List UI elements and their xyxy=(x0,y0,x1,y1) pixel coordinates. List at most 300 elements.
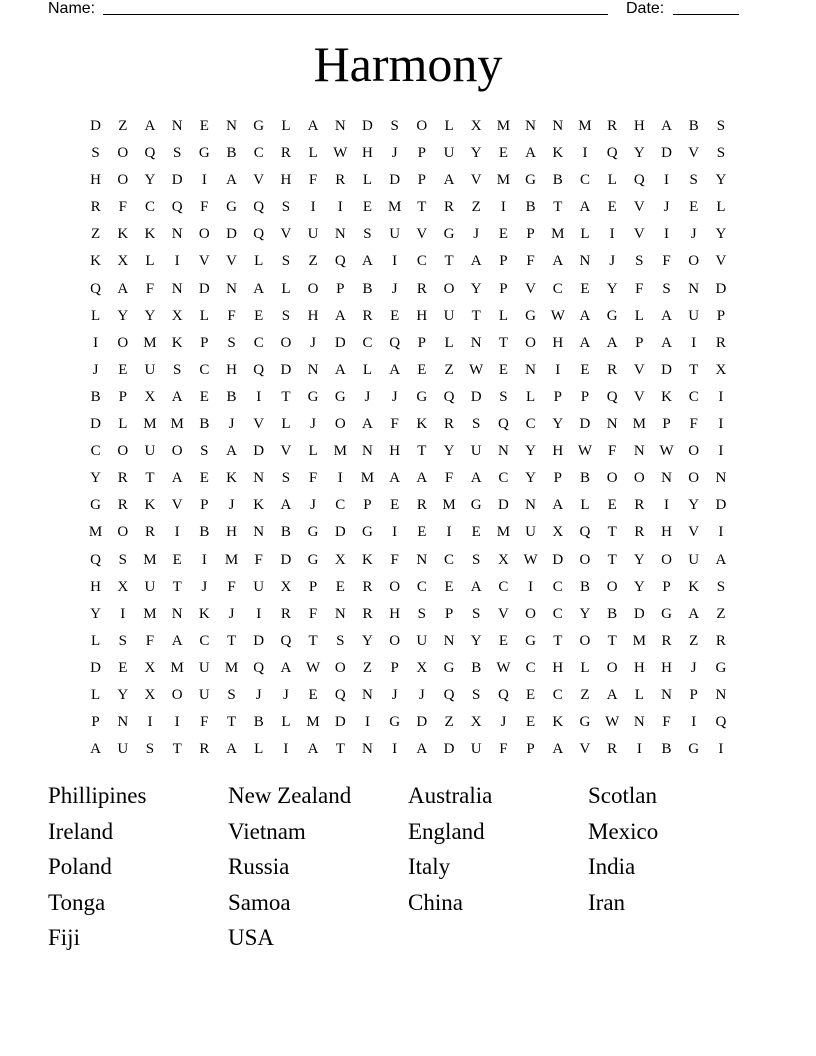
grid-letter: E xyxy=(172,551,182,568)
grid-letter: N xyxy=(117,714,129,731)
grid-letter: N xyxy=(171,280,183,297)
grid-letter: O xyxy=(117,334,129,351)
grid-letter: E xyxy=(254,307,264,324)
grid-letter: Q xyxy=(253,659,265,676)
grid-letter: Z xyxy=(362,659,373,676)
grid-letter: K xyxy=(552,145,564,162)
grid-letter: B xyxy=(253,714,264,731)
grid-letter: O xyxy=(579,632,591,649)
grid-letter: S xyxy=(417,605,427,622)
grid-letter: J xyxy=(418,686,425,703)
grid-letter: D xyxy=(334,334,346,351)
grid-letter: T xyxy=(172,578,182,595)
grid-letter: T xyxy=(607,632,617,649)
grid-letter: O xyxy=(171,443,183,460)
grid-letter: G xyxy=(579,714,591,731)
grid-letter: T xyxy=(281,388,291,405)
grid-letter: U xyxy=(525,524,537,541)
grid-letter: W xyxy=(659,443,674,460)
grid-letter: J xyxy=(609,253,616,270)
grid-letter: V xyxy=(525,280,537,297)
grid-letter: Y xyxy=(579,605,591,622)
grid-letter: X xyxy=(552,524,564,541)
grid-letter: E xyxy=(390,497,400,514)
grid-letter: H xyxy=(552,443,564,460)
grid-letter: O xyxy=(579,551,591,568)
grid-letter: E xyxy=(118,659,128,676)
grid-letter: V xyxy=(253,172,265,189)
grid-letter: A xyxy=(171,388,183,405)
grid-letter: F xyxy=(390,416,399,433)
grid-letter: I xyxy=(691,714,697,731)
grid-letter: C xyxy=(579,172,590,189)
grid-letter: N xyxy=(688,280,700,297)
grid-letter: H xyxy=(90,172,102,189)
grid-letter: M xyxy=(632,632,647,649)
grid-letter: D xyxy=(661,145,672,162)
grid-letter: L xyxy=(308,145,318,162)
grid-letter: M xyxy=(143,605,157,622)
grid-letter: Z xyxy=(444,361,454,378)
word-list-item: Russia xyxy=(228,854,290,880)
grid-letter: C xyxy=(552,605,563,622)
grid-letter: Q xyxy=(497,686,509,703)
grid-letter: I xyxy=(93,334,99,351)
grid-letter: J xyxy=(255,686,262,703)
grid-letter: Q xyxy=(171,199,183,216)
grid-letter: G xyxy=(443,659,455,676)
grid-letter: J xyxy=(391,686,398,703)
grid-letter: P xyxy=(200,334,209,351)
grid-letter: R xyxy=(661,632,672,649)
letter-grid xyxy=(82,113,735,763)
grid-letter: O xyxy=(525,334,537,351)
grid-letter: X xyxy=(497,551,509,568)
grid-letter: Z xyxy=(308,253,318,270)
grid-letter: I xyxy=(201,551,207,568)
grid-letter: M xyxy=(143,551,157,568)
grid-letter: M xyxy=(88,524,103,541)
grid-letter: I xyxy=(256,605,262,622)
grid-letter: M xyxy=(387,199,402,216)
grid-letter: Z xyxy=(118,118,128,134)
grid-letter: L xyxy=(118,416,128,433)
grid-letter: X xyxy=(280,578,292,595)
grid-letter: A xyxy=(606,686,618,703)
grid-letter: J xyxy=(391,145,398,162)
grid-letter: D xyxy=(334,524,346,541)
grid-letter: L xyxy=(634,307,644,324)
grid-letter: H xyxy=(226,361,237,378)
grid-letter: G xyxy=(334,388,346,405)
grid-letter: U xyxy=(253,578,265,595)
grid-letter: P xyxy=(689,686,698,703)
grid-letter: Q xyxy=(90,551,102,568)
grid-letter: A xyxy=(661,118,672,134)
grid-letter: G xyxy=(307,524,319,541)
grid-letter: I xyxy=(392,524,398,541)
grid-letter: V xyxy=(633,388,645,405)
grid-letter: N xyxy=(334,118,346,134)
grid-letter: L xyxy=(580,659,590,676)
grid-letter: D xyxy=(470,388,482,405)
grid-letter: X xyxy=(470,118,482,134)
grid-letter: T xyxy=(145,470,155,487)
grid-letter: I xyxy=(364,714,370,731)
grid-letter: Z xyxy=(471,199,481,216)
grid-letter: P xyxy=(499,253,508,270)
grid-letter: S xyxy=(118,632,127,649)
grid-letter: A xyxy=(579,334,591,351)
grid-letter: C xyxy=(498,470,509,487)
grid-letter: C xyxy=(688,388,699,405)
grid-letter: N xyxy=(497,443,509,460)
grid-letter: O xyxy=(389,632,401,649)
grid-letter: M xyxy=(496,172,511,189)
grid-letter: D xyxy=(198,280,210,297)
grid-letter: J xyxy=(310,416,317,433)
grid-letter: S xyxy=(172,361,182,378)
grid-letter: Y xyxy=(715,172,727,189)
grid-letter: C xyxy=(525,416,536,433)
grid-letter: X xyxy=(144,659,156,676)
grid-letter: C xyxy=(525,659,536,676)
grid-letter: T xyxy=(417,443,427,460)
grid-letter: G xyxy=(90,497,102,514)
grid-letter: J xyxy=(663,199,670,216)
grid-letter: C xyxy=(335,497,346,514)
grid-letter: K xyxy=(90,253,102,270)
grid-letter: U xyxy=(470,443,482,460)
word-list-item: Ireland xyxy=(48,818,114,844)
grid-letter: S xyxy=(472,416,481,433)
grid-letter: F xyxy=(526,253,535,270)
grid-letter: C xyxy=(444,551,455,568)
grid-letter: R xyxy=(607,741,618,758)
grid-letter: E xyxy=(607,199,617,216)
grid-letter: F xyxy=(689,416,698,433)
grid-letter: M xyxy=(442,497,456,514)
grid-letter: X xyxy=(416,659,428,676)
grid-letter: Y xyxy=(633,145,645,162)
grid-letter: B xyxy=(280,524,291,541)
grid-letter: N xyxy=(307,361,319,378)
grid-letter: L xyxy=(91,632,101,649)
grid-letter: U xyxy=(389,226,401,243)
grid-letter: D xyxy=(715,497,727,514)
grid-letter: J xyxy=(282,686,289,703)
grid-letter: I xyxy=(582,145,588,162)
grid-letter: M xyxy=(224,551,239,568)
grid-letter: L xyxy=(634,686,644,703)
grid-letter: H xyxy=(280,172,292,189)
grid-letter: N xyxy=(253,524,265,541)
grid-letter: G xyxy=(389,714,401,731)
grid-letter: Q xyxy=(280,632,292,649)
grid-letter: V xyxy=(198,253,210,270)
grid-letter: S xyxy=(472,686,481,703)
grid-letter: P xyxy=(91,714,100,731)
grid-letter: N xyxy=(633,443,645,460)
grid-letter: S xyxy=(716,118,726,134)
grid-letter: G xyxy=(661,605,672,622)
grid-letter: P xyxy=(390,659,399,676)
grid-letter: E xyxy=(199,388,209,405)
word-list-item: England xyxy=(408,818,485,844)
grid-letter: I xyxy=(174,714,180,731)
grid-letter: A xyxy=(389,470,401,487)
grid-letter: U xyxy=(688,307,700,324)
grid-letter: U xyxy=(198,686,210,703)
grid-letter: T xyxy=(335,741,345,758)
grid-letter: G xyxy=(525,307,537,324)
grid-letter: V xyxy=(470,172,482,189)
grid-letter: K xyxy=(198,605,210,622)
grid-letter: N xyxy=(579,253,591,270)
grid-letter: B xyxy=(661,741,672,758)
grid-letter: L xyxy=(254,741,264,758)
grid-letter: U xyxy=(144,361,156,378)
grid-letter: E xyxy=(417,361,427,378)
grid-letter: K xyxy=(688,578,700,595)
grid-letter: I xyxy=(337,470,343,487)
grid-letter: W xyxy=(605,714,620,731)
grid-letter: X xyxy=(334,551,346,568)
grid-letter: O xyxy=(171,686,183,703)
grid-letter: A xyxy=(144,118,156,134)
grid-letter: G xyxy=(307,388,319,405)
grid-letter: L xyxy=(199,307,209,324)
grid-letter: D xyxy=(633,605,645,622)
grid-letter: J xyxy=(201,578,208,595)
grid-letter: O xyxy=(606,659,618,676)
grid-letter: X xyxy=(715,361,727,378)
grid-letter: N xyxy=(226,280,237,297)
grid-letter: U xyxy=(117,741,129,758)
grid-letter: I xyxy=(337,199,343,216)
grid-letter: T xyxy=(607,524,617,541)
grid-letter: M xyxy=(170,416,184,433)
grid-letter: Q xyxy=(606,388,618,405)
grid-letter: N xyxy=(416,551,428,568)
grid-letter: Y xyxy=(90,470,102,487)
grid-letter: O xyxy=(525,605,537,622)
grid-letter: O xyxy=(443,280,455,297)
grid-letter: L xyxy=(145,253,155,270)
grid-letter: V xyxy=(171,497,183,514)
grid-letter: G xyxy=(198,145,210,162)
word-list-item: Mexico xyxy=(588,818,659,844)
grid-letter: A xyxy=(280,497,292,514)
grid-letter: S xyxy=(390,118,399,134)
grid-letter: G xyxy=(362,524,373,541)
grid-letter: D xyxy=(171,172,183,189)
grid-letter: Y xyxy=(525,443,537,460)
grid-letter: Y xyxy=(688,497,700,514)
grid-letter: S xyxy=(662,280,671,297)
grid-letter: U xyxy=(443,307,455,324)
grid-letter: R xyxy=(362,605,373,622)
grid-letter: N xyxy=(715,686,727,703)
grid-letter: L xyxy=(281,416,291,433)
grid-letter: J xyxy=(690,659,697,676)
grid-letter: J xyxy=(228,416,235,433)
grid-letter: F xyxy=(662,253,671,270)
grid-letter: G xyxy=(715,659,727,676)
grid-letter: Z xyxy=(444,714,454,731)
grid-letter: E xyxy=(607,497,617,514)
grid-letter: F xyxy=(662,714,671,731)
grid-letter: L xyxy=(362,361,373,378)
grid-letter: Q xyxy=(334,686,346,703)
grid-letter: O xyxy=(606,470,618,487)
grid-letter: D xyxy=(90,659,102,676)
grid-letter: T xyxy=(417,199,427,216)
grid-letter: E xyxy=(471,524,481,541)
grid-letter: X xyxy=(144,388,156,405)
grid-letter: O xyxy=(334,416,346,433)
grid-letter: D xyxy=(389,172,401,189)
grid-letter: F xyxy=(390,551,399,568)
grid-letter: N xyxy=(362,741,373,758)
grid-letter: N xyxy=(253,470,265,487)
grid-letter: R xyxy=(634,524,645,541)
grid-letter: Y xyxy=(443,443,455,460)
grid-letter: O xyxy=(633,470,645,487)
grid-letter: B xyxy=(607,605,618,622)
grid-letter: I xyxy=(174,253,180,270)
grid-letter: B xyxy=(579,578,590,595)
grid-letter: J xyxy=(500,714,507,731)
grid-letter: J xyxy=(364,388,371,405)
grid-letter: S xyxy=(281,307,291,324)
grid-letter: T xyxy=(607,551,617,568)
grid-letter: H xyxy=(633,659,645,676)
grid-letter: K xyxy=(661,388,672,405)
grid-letter: E xyxy=(526,686,536,703)
grid-letter: G xyxy=(470,497,482,514)
grid-letter: V xyxy=(280,443,292,460)
grid-letter: Z xyxy=(689,632,699,649)
grid-letter: A xyxy=(579,199,591,216)
grid-letter: F xyxy=(254,551,263,568)
grid-letter: O xyxy=(688,253,700,270)
word-list-item: Phillipines xyxy=(48,783,147,808)
grid-letter: C xyxy=(416,253,427,270)
grid-letter: H xyxy=(661,659,672,676)
grid-letter: V xyxy=(715,253,727,270)
grid-letter: O xyxy=(198,226,210,243)
grid-letter: L xyxy=(281,714,291,731)
grid-letter: R xyxy=(335,172,346,189)
grid-letter: Q xyxy=(443,686,455,703)
grid-letter: L xyxy=(362,172,373,189)
grid-letter: N xyxy=(525,497,537,514)
grid-letter: A xyxy=(688,605,700,622)
grid-letter: E xyxy=(444,578,454,595)
grid-letter: S xyxy=(336,632,345,649)
grid-letter: F xyxy=(308,470,318,487)
grid-letter: N xyxy=(715,470,727,487)
grid-letter: R xyxy=(362,307,373,324)
grid-letter: D xyxy=(253,632,265,649)
grid-letter: D xyxy=(416,714,428,731)
grid-letter: O xyxy=(606,578,618,595)
grid-letter: Y xyxy=(117,686,129,703)
grid-letter: I xyxy=(636,741,642,758)
grid-letter: T xyxy=(226,714,237,731)
grid-letter: I xyxy=(174,524,180,541)
grid-letter: G xyxy=(253,118,265,134)
grid-letter: S xyxy=(635,253,644,270)
grid-letter: E xyxy=(362,199,373,216)
grid-letter: J xyxy=(228,497,235,514)
grid-letter: A xyxy=(334,307,346,324)
grid-letter: A xyxy=(661,334,672,351)
grid-letter: B xyxy=(525,199,536,216)
grid-letter: E xyxy=(118,361,128,378)
grid-letter: S xyxy=(281,253,291,270)
grid-letter: E xyxy=(417,524,427,541)
grid-letter: V xyxy=(633,361,645,378)
grid-letter: Y xyxy=(144,307,156,324)
grid-letter: P xyxy=(553,388,562,405)
grid-letter: N xyxy=(661,470,672,487)
grid-letter: A xyxy=(226,741,237,758)
grid-letter: V xyxy=(280,226,292,243)
grid-letter: F xyxy=(145,632,155,649)
grid-letter: S xyxy=(472,605,481,622)
grid-letter: L xyxy=(308,443,318,460)
grid-letter: B xyxy=(199,416,210,433)
grid-letter: K xyxy=(362,551,373,568)
grid-letter: G xyxy=(443,226,455,243)
grid-letter: J xyxy=(228,605,235,622)
grid-letter: L xyxy=(526,388,536,405)
grid-letter: R xyxy=(444,199,455,216)
grid-letter: H xyxy=(633,118,645,134)
grid-letter: Y xyxy=(715,226,727,243)
grid-letter: Q xyxy=(90,280,102,297)
grid-letter: A xyxy=(90,741,102,758)
grid-letter: I xyxy=(555,361,561,378)
grid-letter: B xyxy=(199,524,210,541)
grid-letter: J xyxy=(391,280,398,297)
grid-letter: A xyxy=(715,551,727,568)
grid-letter: J xyxy=(310,497,317,514)
grid-letter: H xyxy=(226,524,237,541)
grid-letter: T xyxy=(308,632,318,649)
grid-letter: S xyxy=(472,551,481,568)
grid-letter: I xyxy=(718,741,724,758)
grid-letter: I xyxy=(664,497,670,514)
grid-letter: H xyxy=(307,307,319,324)
grid-letter: I xyxy=(147,714,153,731)
grid-letter: Q xyxy=(253,226,265,243)
grid-letter: P xyxy=(444,605,454,622)
grid-letter: C xyxy=(498,578,509,595)
grid-letter: E xyxy=(498,361,508,378)
grid-letter: N xyxy=(171,118,183,134)
grid-letter: J xyxy=(92,361,99,378)
header-line xyxy=(48,0,740,20)
grid-letter: C xyxy=(253,334,264,351)
grid-letter: X xyxy=(470,714,482,731)
grid-letter: L xyxy=(281,118,291,134)
grid-letter: F xyxy=(444,470,454,487)
grid-letter: D xyxy=(90,416,102,433)
grid-letter: M xyxy=(306,714,320,731)
